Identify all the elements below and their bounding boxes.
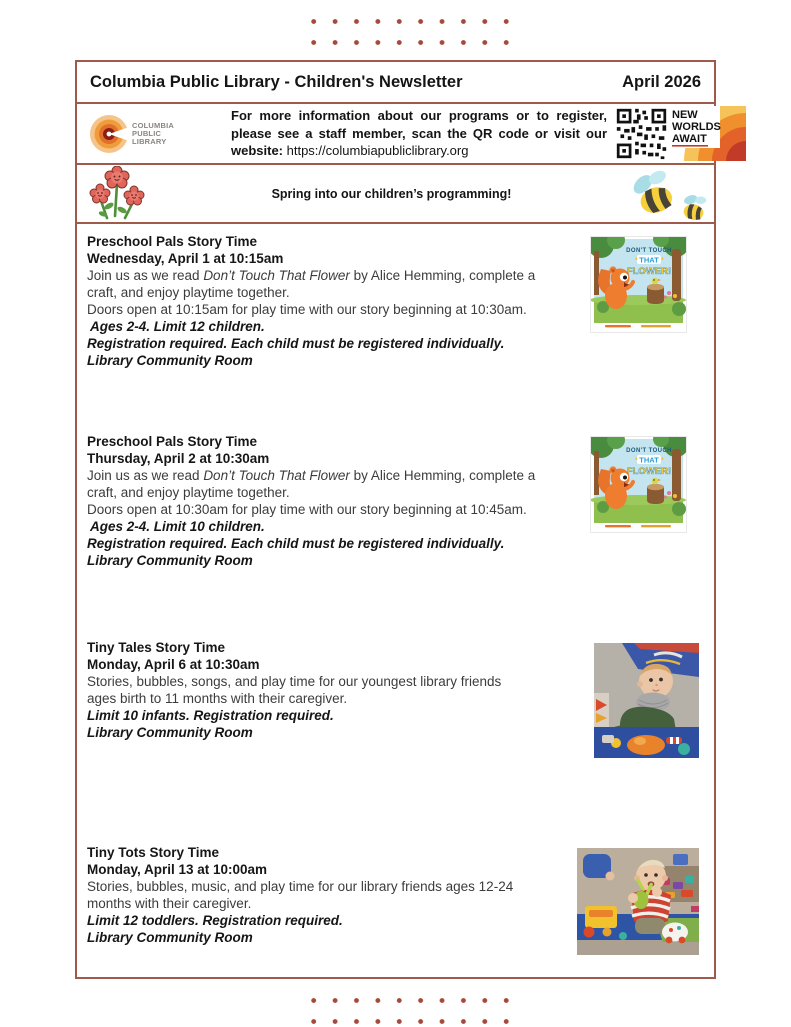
book-cover-image bbox=[591, 237, 686, 337]
promo-line2: WORLDS bbox=[672, 121, 721, 133]
desc-pre: Stories, bubbles, songs, and play time for our youngest library friends ages birth to 11 months with their caregiver. bbox=[87, 674, 502, 706]
cover-line1: DON'T TOUCH bbox=[626, 448, 672, 454]
promo-line1: NEW bbox=[672, 109, 698, 121]
spring-banner bbox=[77, 165, 714, 224]
info-bar bbox=[77, 104, 721, 165]
event-card-tiny-tots bbox=[87, 844, 710, 960]
banner-text: Spring into our children’s programming! bbox=[271, 186, 512, 201]
event-description bbox=[87, 878, 524, 912]
event-registration: Registration required. Each child must be registered individually. bbox=[87, 536, 505, 551]
logo-line2: PUBLIC bbox=[132, 128, 162, 138]
event-location: Library Community Room bbox=[87, 930, 253, 945]
info-message bbox=[231, 107, 607, 160]
newsletter-frame bbox=[75, 60, 721, 979]
desc-pre: Join us as we read bbox=[87, 468, 204, 483]
event-title: Tiny Tales Story Time bbox=[87, 640, 226, 655]
desc-post: by Alice Hemming, complete a craft, and enjoy playtime together. bbox=[87, 468, 536, 500]
logo-line1: COLUMBIA bbox=[132, 120, 175, 130]
issue-date: April 2026 bbox=[622, 72, 701, 91]
event-description bbox=[87, 467, 559, 501]
two-bees-icon bbox=[628, 167, 708, 221]
cover-line3: FLOWER! bbox=[626, 266, 672, 277]
book-title: Don’t Touch That Flower bbox=[203, 268, 350, 283]
event-location: Library Community Room bbox=[87, 353, 253, 368]
event-title: Preschool Pals Story Time bbox=[87, 234, 258, 249]
smiling-flowers-icon bbox=[87, 166, 155, 222]
logo-line3: LIBRARY bbox=[132, 136, 167, 146]
page-title: Columbia Public Library - Children's Newsletter bbox=[90, 72, 463, 91]
library-logo-text bbox=[132, 122, 174, 146]
cover-line1: DON'T TOUCH bbox=[626, 248, 672, 254]
event-title: Preschool Pals Story Time bbox=[87, 434, 258, 449]
toddler-photo bbox=[577, 848, 699, 960]
event-location: Library Community Room bbox=[87, 553, 253, 568]
desc-post: by Alice Hemming, complete a craft, and enjoy playtime together. bbox=[87, 268, 536, 300]
event-doors: Doors open at 10:15am for play time with our story beginning at 10:30am. bbox=[87, 302, 527, 317]
event-description bbox=[87, 673, 524, 707]
library-logo-icon bbox=[89, 114, 129, 154]
event-datetime: Monday, April 13 at 10:00am bbox=[87, 862, 268, 877]
dot-grid-bottom-icon bbox=[300, 985, 516, 1027]
cover-line2: THAT bbox=[639, 455, 659, 465]
promo-line3: AWAIT bbox=[672, 133, 707, 145]
library-logo bbox=[89, 114, 201, 154]
event-ages: Ages 2-4. Limit 10 children. bbox=[90, 519, 265, 534]
website-url: https://columbiapubliclibrary.org bbox=[283, 143, 469, 159]
event-card-preschool-pals-apr2 bbox=[87, 433, 710, 569]
book-cover-image bbox=[591, 437, 686, 537]
event-location: Library Community Room bbox=[87, 725, 253, 740]
new-worlds-await-logo bbox=[668, 106, 746, 161]
event-card-tiny-tales bbox=[87, 639, 710, 763]
event-ages: Ages 2-4. Limit 12 children. bbox=[90, 319, 265, 334]
title-bar bbox=[77, 62, 714, 104]
cover-line2: THAT bbox=[639, 255, 659, 265]
event-datetime: Thursday, April 2 at 10:30am bbox=[87, 451, 270, 466]
event-datetime: Monday, April 6 at 10:30am bbox=[87, 657, 260, 672]
event-datetime: Wednesday, April 1 at 10:15am bbox=[87, 251, 284, 266]
event-description bbox=[87, 267, 559, 301]
qr-code-icon bbox=[615, 107, 668, 160]
event-registration: Limit 10 infants. Registration required. bbox=[87, 708, 334, 723]
info-message-bold: For more information about our programs or to register, please see a staff member, scan the QR code or visit our website: bbox=[231, 108, 607, 159]
event-card-preschool-pals-apr1 bbox=[87, 233, 710, 369]
dot-grid-top-icon bbox=[300, 6, 516, 48]
cover-line3: FLOWER! bbox=[626, 466, 672, 477]
event-doors: Doors open at 10:30am for play time with our story beginning at 10:45am. bbox=[87, 502, 527, 517]
desc-pre: Stories, bubbles, music, and play time for our library friends ages 12-24 months with their caregiver. bbox=[87, 879, 514, 911]
events-list bbox=[77, 224, 714, 977]
book-title: Don’t Touch That Flower bbox=[203, 468, 350, 483]
desc-pre: Join us as we read bbox=[87, 268, 204, 283]
event-registration: Registration required. Each child must be registered individually. bbox=[87, 336, 505, 351]
event-title: Tiny Tots Story Time bbox=[87, 845, 220, 860]
event-registration: Limit 12 toddlers. Registration required. bbox=[87, 913, 343, 928]
baby-photo bbox=[594, 643, 699, 763]
